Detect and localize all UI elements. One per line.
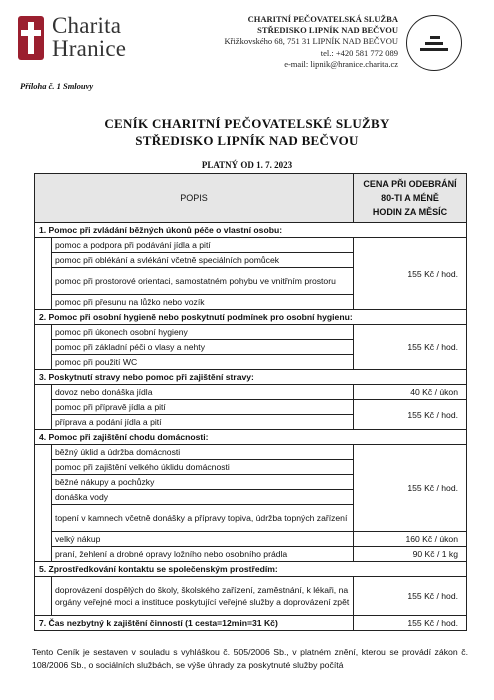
table-row: pomoc při oblékání a svlékání včetně speciálních pomůcek — [52, 253, 354, 268]
org-branch: STŘEDISKO LIPNÍK NAD BEČVOU — [257, 25, 398, 36]
section-title: 1. Pomoc při zvládání běžných úkonů péče o vlastní osobu: — [35, 223, 467, 238]
price-cell: 40 Kč / úkon — [354, 385, 467, 400]
table-row: pomoc při přípravě jídla a pití — [52, 400, 354, 415]
page-title: CENÍK CHARITNÍ PEČOVATELSKÉ SLUŽBY — [104, 116, 390, 131]
org-name: CHARITNÍ PEČOVATELSKÁ SLUŽBA — [247, 14, 398, 24]
table-row: pomoc při prostorové orientaci, samostatném pohybu ve vnitřním prostoru — [52, 268, 354, 295]
column-header-popis: POPIS — [35, 174, 354, 223]
price-cell: 90 Kč / 1 kg — [354, 547, 467, 562]
section-title: 7. Čas nezbytný k zajištění činností (1 cesta=12min=31 Kč) — [35, 616, 354, 631]
column-header-cena: CENA PŘI ODEBRÁNÍ 80-TI A MÉNĚ HODIN ZA MĚSÍC — [354, 174, 467, 223]
logo-line-1: Charita — [52, 13, 122, 38]
page-subtitle: STŘEDISKO LIPNÍK NAD BEČVOU — [135, 133, 359, 148]
valid-from: PLATNÝ OD 1. 7. 2023 — [201, 160, 293, 170]
price-cell: 155 Kč / hod. — [354, 577, 467, 616]
section-title: 2. Pomoc při osobní hygieně nebo poskytnutí podmínek pro osobní hygienu: — [35, 310, 467, 325]
table-row: pomoc při zajištění velkého úklidu domácnosti — [52, 460, 354, 475]
table-row: pomoc při přesunu na lůžko nebo vozík — [52, 295, 354, 310]
table-row: donáška vody — [52, 490, 354, 505]
address: Křižkovského 68, 751 31 LIPNÍK NAD BEČVOU — [224, 36, 398, 47]
table-row: pomoc při základní péči o vlasy a nehty — [52, 340, 354, 355]
table-row: běžné nákupy a pochůzky — [52, 475, 354, 490]
price-cell: 155 Kč / hod. — [354, 445, 467, 532]
phone: tel.: +420 581 772 089 — [320, 47, 398, 58]
section-title: 5. Zprostředkování kontaktu se společenským prostředím: — [35, 562, 467, 577]
price-cell: 160 Kč / úkon — [354, 532, 467, 547]
table-row: dovoz nebo donáška jídla — [52, 385, 354, 400]
table-row: běžný úklid a údržba domácnosti — [52, 445, 354, 460]
charita-cross-icon — [18, 16, 44, 60]
contact-block — [150, 14, 398, 70]
price-cell: 155 Kč / hod. — [354, 325, 467, 370]
price-cell: 155 Kč / hod. — [354, 616, 467, 631]
section-title: 4. Pomoc při zajištění chodu domácnosti: — [35, 430, 467, 445]
section-title: 3. Poskytnutí stravy nebo pomoc při zajištění stravy: — [35, 370, 467, 385]
price-table — [34, 173, 467, 631]
email: e-mail: lipnik@hranice.charita.cz — [284, 58, 398, 69]
attachment-label: Příloha č. 1 Smlouvy — [20, 81, 94, 91]
logo-line-2: Hranice — [52, 36, 127, 61]
price-cell: 155 Kč / hod. — [354, 400, 467, 430]
table-row: pomoc a podpora při podávání jídla a pití — [52, 238, 354, 253]
table-row: topení v kamnech včetně donášky a přípravy topiva, údržba topných zařízení — [52, 505, 354, 532]
price-cell: 155 Kč / hod. — [354, 238, 467, 310]
table-row: pomoc při použití WC — [52, 355, 354, 370]
table-row: velký nákup — [52, 532, 354, 547]
charita-logo — [18, 14, 158, 70]
table-row: pomoc při úkonech osobní hygieny — [52, 325, 354, 340]
footer-note: Tento Ceník je sestaven v souladu s vyhláškou č. 505/2006 Sb., v platném znění, kterou se provádí zákon č. 108/2006 Sb., o sociálních službách, se výše úhrady za poskytnuté služby počítá — [32, 647, 468, 670]
service-seal-icon — [406, 15, 462, 71]
table-row: praní, žehlení a drobné opravy ložního nebo osobního prádla — [52, 547, 354, 562]
table-row: příprava a podání jídla a pití — [52, 415, 354, 430]
table-row: doprovázení dospělých do školy, školského zařízení, zaměstnání, k lékaři, na orgány veřejné moci a instituce poskytující veřejné služby a doprovázení zpět — [52, 577, 354, 616]
